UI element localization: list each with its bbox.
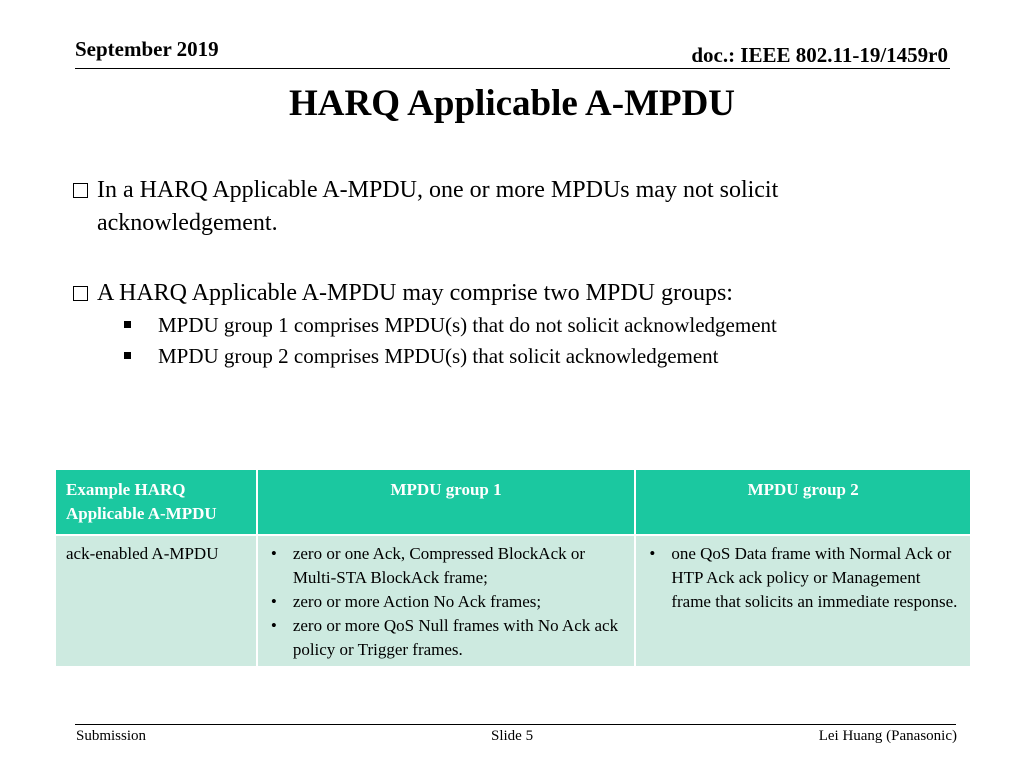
footer-slide-number: Slide 5 — [491, 728, 534, 744]
square-bullet-icon — [124, 352, 131, 359]
list-item: • zero or one Ack, Compressed BlockAck or Multi-STA BlockAck frame; — [268, 542, 625, 590]
sub-bullet-1-text: MPDU group 1 comprises MPDU(s) that do not solicit acknowledgement — [158, 313, 777, 337]
slide-title: HARQ Applicable A-MPDU — [288, 83, 736, 124]
sub-bullet-1 — [124, 310, 777, 341]
group1-list — [268, 542, 625, 662]
checkbox-bullet-icon — [73, 183, 88, 198]
bullet-1 — [73, 174, 933, 240]
list-item: • one QoS Data frame with Normal Ack or HTP Ack ack policy or Management frame that solicits an immediate response. — [646, 542, 960, 614]
list-item: • zero or more Action No Ack frames; — [268, 590, 625, 614]
table-row — [55, 535, 971, 667]
bullet-2 — [73, 277, 933, 310]
table-header-row — [55, 469, 971, 535]
square-bullet-icon — [124, 321, 131, 328]
table-header-example: Example HARQ Applicable A-MPDU — [55, 469, 257, 535]
list-item: • zero or more QoS Null frames with No Ack ack policy or Trigger frames. — [268, 614, 625, 662]
footer-divider — [75, 724, 956, 725]
footer-author: Lei Huang (Panasonic) — [818, 728, 957, 744]
table-cell-group1 — [257, 535, 636, 667]
sub-bullet-2-text: MPDU group 2 comprises MPDU(s) that solicit acknowledgement — [158, 344, 719, 368]
table-header-group2: MPDU group 2 — [635, 469, 971, 535]
header-date: September 2019 — [75, 37, 219, 61]
checkbox-bullet-icon — [73, 286, 88, 301]
bullet-1-text: In a HARQ Applicable A-MPDU, one or more MPDUs may not solicit acknowledgement. — [97, 177, 779, 236]
footer-submission: Submission — [76, 728, 147, 744]
sub-bullet-2 — [124, 341, 719, 372]
example-table — [54, 468, 972, 668]
table-header-group1: MPDU group 1 — [257, 469, 636, 535]
header-doc-id: doc.: IEEE 802.11-19/1459r0 — [691, 43, 948, 67]
table-cell-label: ack-enabled A-MPDU — [55, 535, 257, 667]
table-cell-group2 — [635, 535, 971, 667]
bullet-2-text: A HARQ Applicable A-MPDU may comprise two MPDU groups: — [97, 280, 733, 306]
group2-list — [646, 542, 960, 614]
header-divider — [75, 68, 950, 69]
